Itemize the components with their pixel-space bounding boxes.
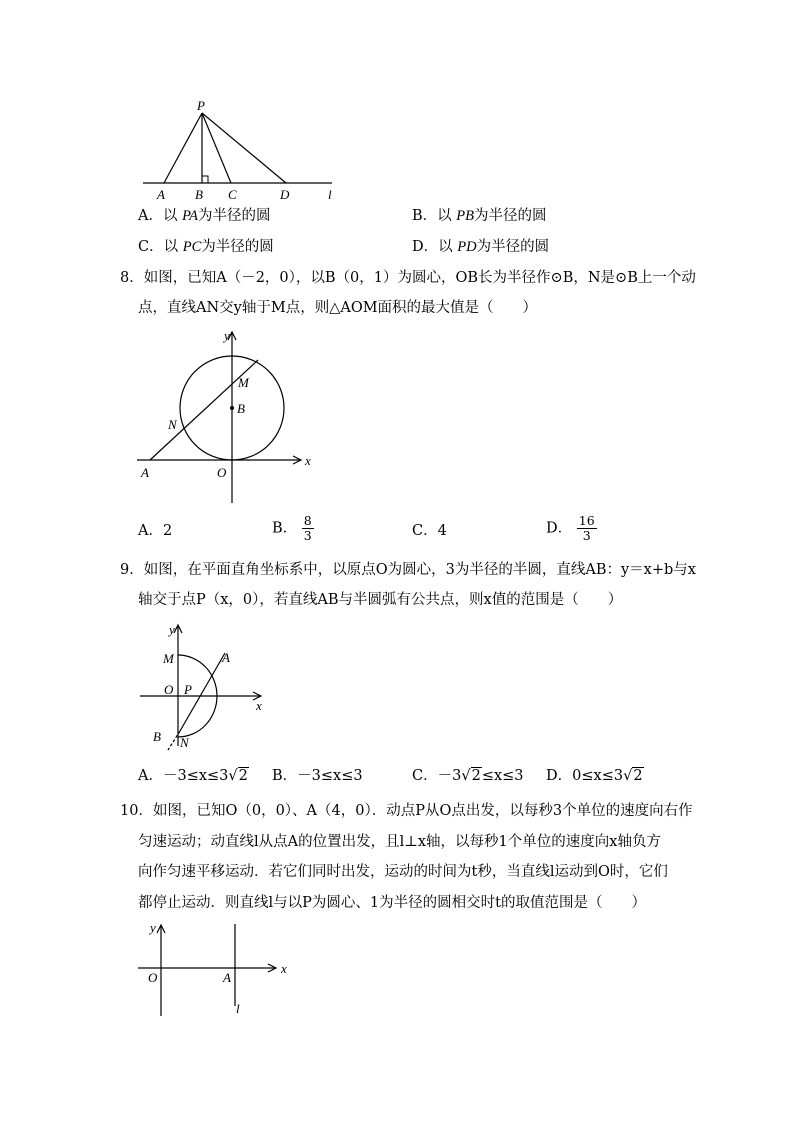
q10-stem-line3: 向作匀速平移运动．若它们同时出发，运动的时间为t秒，当直线l运动到O时，它们 bbox=[138, 864, 668, 880]
q9-option-b[interactable]: B．－3≤x≤3 bbox=[272, 768, 363, 784]
q9-stem-line1: 9．如图，在平面直角坐标系中，以原点O为圆心，3为半径的半圆，直线AB：y＝x+b与x bbox=[120, 562, 696, 578]
q8-option-c[interactable]: C．4 bbox=[412, 523, 447, 539]
q7-option-a[interactable]: A．以 PA为半径的圆 bbox=[138, 208, 271, 224]
q8-stem-line1: 8．如图，已知A（－2，0），以B（0，1）为圆心，OB长为半径作⊙B，N是⊙B上一个动 bbox=[120, 270, 696, 286]
q10-stem-line4: 都停止运动．则直线l与以P为圆心、1为半径的圆相交时t的取值范围是（ ） bbox=[138, 895, 646, 911]
label-x: x bbox=[281, 961, 287, 976]
label-A: A bbox=[157, 187, 165, 202]
q7-option-c[interactable]: C．以 PC为半径的圆 bbox=[138, 239, 274, 255]
q9-stem-line2: 轴交于点P（x，0），若直线AB与半圆弧有公共点，则x值的范围是（ ） bbox=[138, 592, 623, 608]
q8-option-d[interactable]: D． $\frac{16}{3}$ bbox=[546, 513, 595, 543]
q10-stem-line2: 匀速运动；动直线l从点A的位置出发，且l⊥x轴，以每秒1个单位的速度向x轴负方 bbox=[138, 834, 661, 850]
figure-q9 bbox=[135, 616, 275, 756]
q9-number: 9． bbox=[120, 562, 144, 578]
figure-q8 bbox=[135, 325, 320, 505]
label-O: O bbox=[164, 682, 174, 697]
label-N: N bbox=[168, 417, 177, 432]
label-M: M bbox=[238, 375, 249, 390]
q10-number: 10． bbox=[120, 803, 153, 819]
q7-option-b[interactable]: B．以 PB为半径的圆 bbox=[412, 208, 547, 224]
label-l: l bbox=[236, 1001, 240, 1016]
label-O: O bbox=[217, 465, 227, 480]
label-l: l bbox=[328, 187, 332, 202]
q8-number: 8． bbox=[120, 270, 144, 286]
q9-option-d[interactable]: D．0≤x≤3√2 bbox=[546, 768, 643, 784]
label-B: B bbox=[153, 729, 161, 744]
figure-q10 bbox=[135, 920, 305, 1020]
label-C: C bbox=[228, 187, 237, 202]
label-y: y bbox=[224, 328, 230, 343]
label-B: B bbox=[195, 187, 203, 202]
q8-option-a[interactable]: A．2 bbox=[138, 523, 173, 539]
label-A: A bbox=[141, 465, 149, 480]
label-M: M bbox=[163, 651, 174, 666]
label-O: O bbox=[148, 970, 158, 985]
label-A: A bbox=[223, 970, 231, 985]
q7-option-d[interactable]: D．以 PD为半径的圆 bbox=[412, 239, 550, 255]
label-y: y bbox=[169, 622, 175, 637]
label-D: D bbox=[280, 187, 290, 202]
label-B: B bbox=[237, 401, 245, 416]
label-x: x bbox=[256, 698, 262, 713]
q9-option-a[interactable]: A．－3≤x≤3√2 bbox=[138, 768, 248, 784]
label-A: A bbox=[222, 650, 230, 665]
q8-option-b[interactable]: B． $\frac{8}{3}$ bbox=[272, 513, 312, 543]
label-x: x bbox=[305, 453, 311, 468]
label-P: P bbox=[184, 682, 192, 697]
label-y: y bbox=[150, 920, 156, 935]
q9-option-c[interactable]: C．－3√2≤x≤3 bbox=[412, 768, 524, 784]
label-N: N bbox=[180, 735, 189, 750]
figure-q7 bbox=[138, 95, 348, 205]
q10-stem-line1: 10．如图，已知O（0，0）、A（4，0）．动点P从O点出发，以每秒3个单位的速度向右作 bbox=[120, 803, 693, 819]
label-P: P bbox=[197, 98, 205, 113]
q8-stem-line2: 点，直线AN交y轴于M点，则△AOM面积的最大值是（ ） bbox=[138, 300, 538, 316]
